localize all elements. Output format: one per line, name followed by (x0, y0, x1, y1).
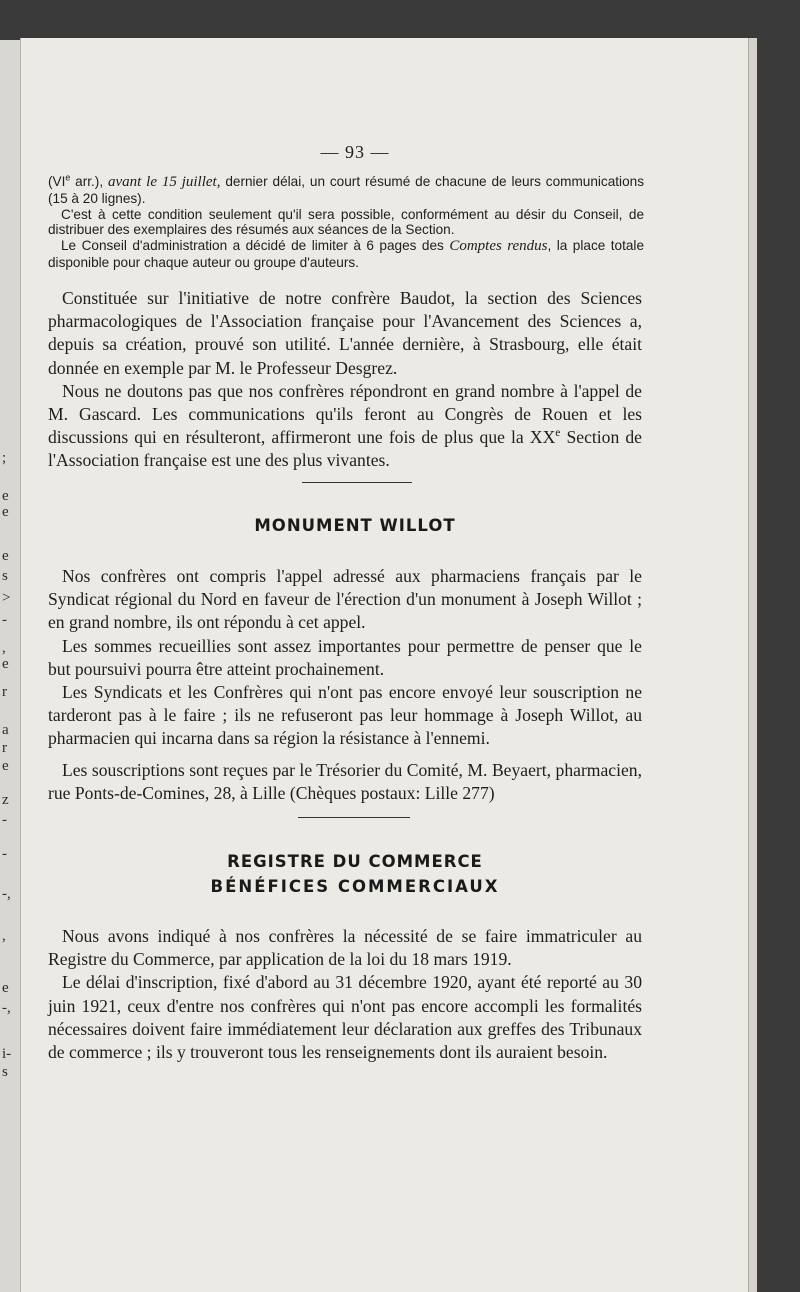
notice-paragraph: C'est à cette condition seulement qu'il sera possible, conformément au désir du Conseil, de distribuer des exemplaires des résumés aux séances de la Section. (48, 206, 644, 238)
margin-fragment: ; (2, 450, 7, 466)
section-divider (298, 817, 410, 818)
body-paragraph: Nos confrères ont compris l'appel adressé aux pharmaciens français par le Syndicat régional du Nord en faveur de l'érection d'un monument à Joseph Willot ; en grand nombre, ils ont répondu à cet appel. (48, 566, 642, 633)
margin-fragment: e (2, 656, 9, 672)
margin-fragment: -, (2, 1000, 11, 1016)
margin-fragment: s (2, 1064, 8, 1080)
margin-fragment: , (2, 928, 6, 944)
margin-fragment: s (2, 568, 8, 584)
margin-fragment: e (2, 758, 9, 774)
body-paragraph: Nous ne doutons pas que nos confrères répondront en grand nombre à l'appel de M. Gascard. Les communications qu'ils feront au Congrès de Rouen et les discussions qui en résulteront, affirmeront une fois de plus que la XXe Section de l'Association française est une des plus vivantes. (48, 380, 642, 471)
pharmacology-section-text (48, 287, 642, 473)
margin-fragment: e (2, 488, 9, 504)
body-paragraph: Le délai d'inscription, fixé d'abord au 31 décembre 1920, ayant été reporté au 30 juin 1921, ceux d'entre nos confrères qui n'ont pas encore accompli les formalités nécessaires doivent faire immédiatement leur déclaration aux greffes des Tribunaux de commerce ; ils y trouveront tous les renseignements dont ils auraient besoin. (48, 972, 642, 1063)
notice-block (48, 174, 644, 271)
margin-fragment: r (2, 684, 7, 700)
body-paragraph: Les sommes recueillies sont assez importantes pour permettre de penser que le but poursuivi pourra être atteint prochainement. (48, 635, 642, 679)
margin-fragment: -, (2, 886, 11, 902)
registre-subheading: BÉNÉFICES COMMERCIAUX (210, 877, 500, 896)
margin-fragment: > (2, 590, 11, 606)
margin-fragment: a (2, 722, 9, 738)
margin-fragment: - (2, 812, 7, 828)
document-page (20, 38, 749, 1292)
monument-heading: MONUMENT WILLOT (254, 516, 456, 535)
margin-fragment: i- (2, 1046, 12, 1062)
registre-text (48, 925, 642, 1064)
page-number: — 93 — (320, 142, 390, 162)
body-paragraph: Constituée sur l'initiative de notre confrère Baudot, la section des Sciences pharmacologiques de l'Association française pour l'Avancement des Sciences a, depuis sa création, prouvé son utilité. L'année dernière, à Strasbourg, elle était donnée en exemple par M. le Professeur Desgrez. (48, 288, 642, 378)
notice-paragraph: (VIe arr.), avant le 15 juillet, dernier délai, un court résumé de chacune de leurs communications (15 à 20 lignes). (48, 172, 644, 206)
margin-fragment: - (2, 846, 7, 862)
margin-fragment: e (2, 548, 9, 564)
margin-fragment: z (2, 792, 9, 808)
margin-fragment: , (2, 640, 6, 656)
page-edge (748, 38, 757, 1292)
body-paragraph: Les Syndicats et les Confrères qui n'ont pas encore envoyé leur souscription ne tarderont pas à le faire ; ils ne refuseront pas leur hommage à Joseph Willot, au pharmacien qui incarna dans sa région la résistance à l'ennemi. (48, 682, 642, 749)
body-paragraph: Les souscriptions sont reçues par le Trésorier du Comité, M. Beyaert, pharmacien, rue Ponts-de-Comines, 28, à Lille (Chèques postaux: Lille 277) (48, 759, 642, 803)
registre-heading: REGISTRE DU COMMERCE (227, 852, 483, 871)
body-paragraph: Nous avons indiqué à nos confrères la nécessité de se faire immatriculer au Registre du Commerce, par application de la loi du 18 mars 1919. (48, 926, 642, 970)
margin-fragment: - (2, 612, 7, 628)
monument-text (48, 565, 642, 805)
margin-fragment: e (2, 504, 9, 520)
margin-fragment: e (2, 980, 9, 996)
margin-fragment: r (2, 740, 7, 756)
section-divider (302, 482, 412, 483)
adjacent-page-edge (0, 40, 21, 1292)
notice-paragraph: Le Conseil d'administration a décidé de limiter à 6 pages des Comptes rendus, la place totale disponible pour chaque auteur ou groupe d'auteurs. (48, 238, 645, 270)
